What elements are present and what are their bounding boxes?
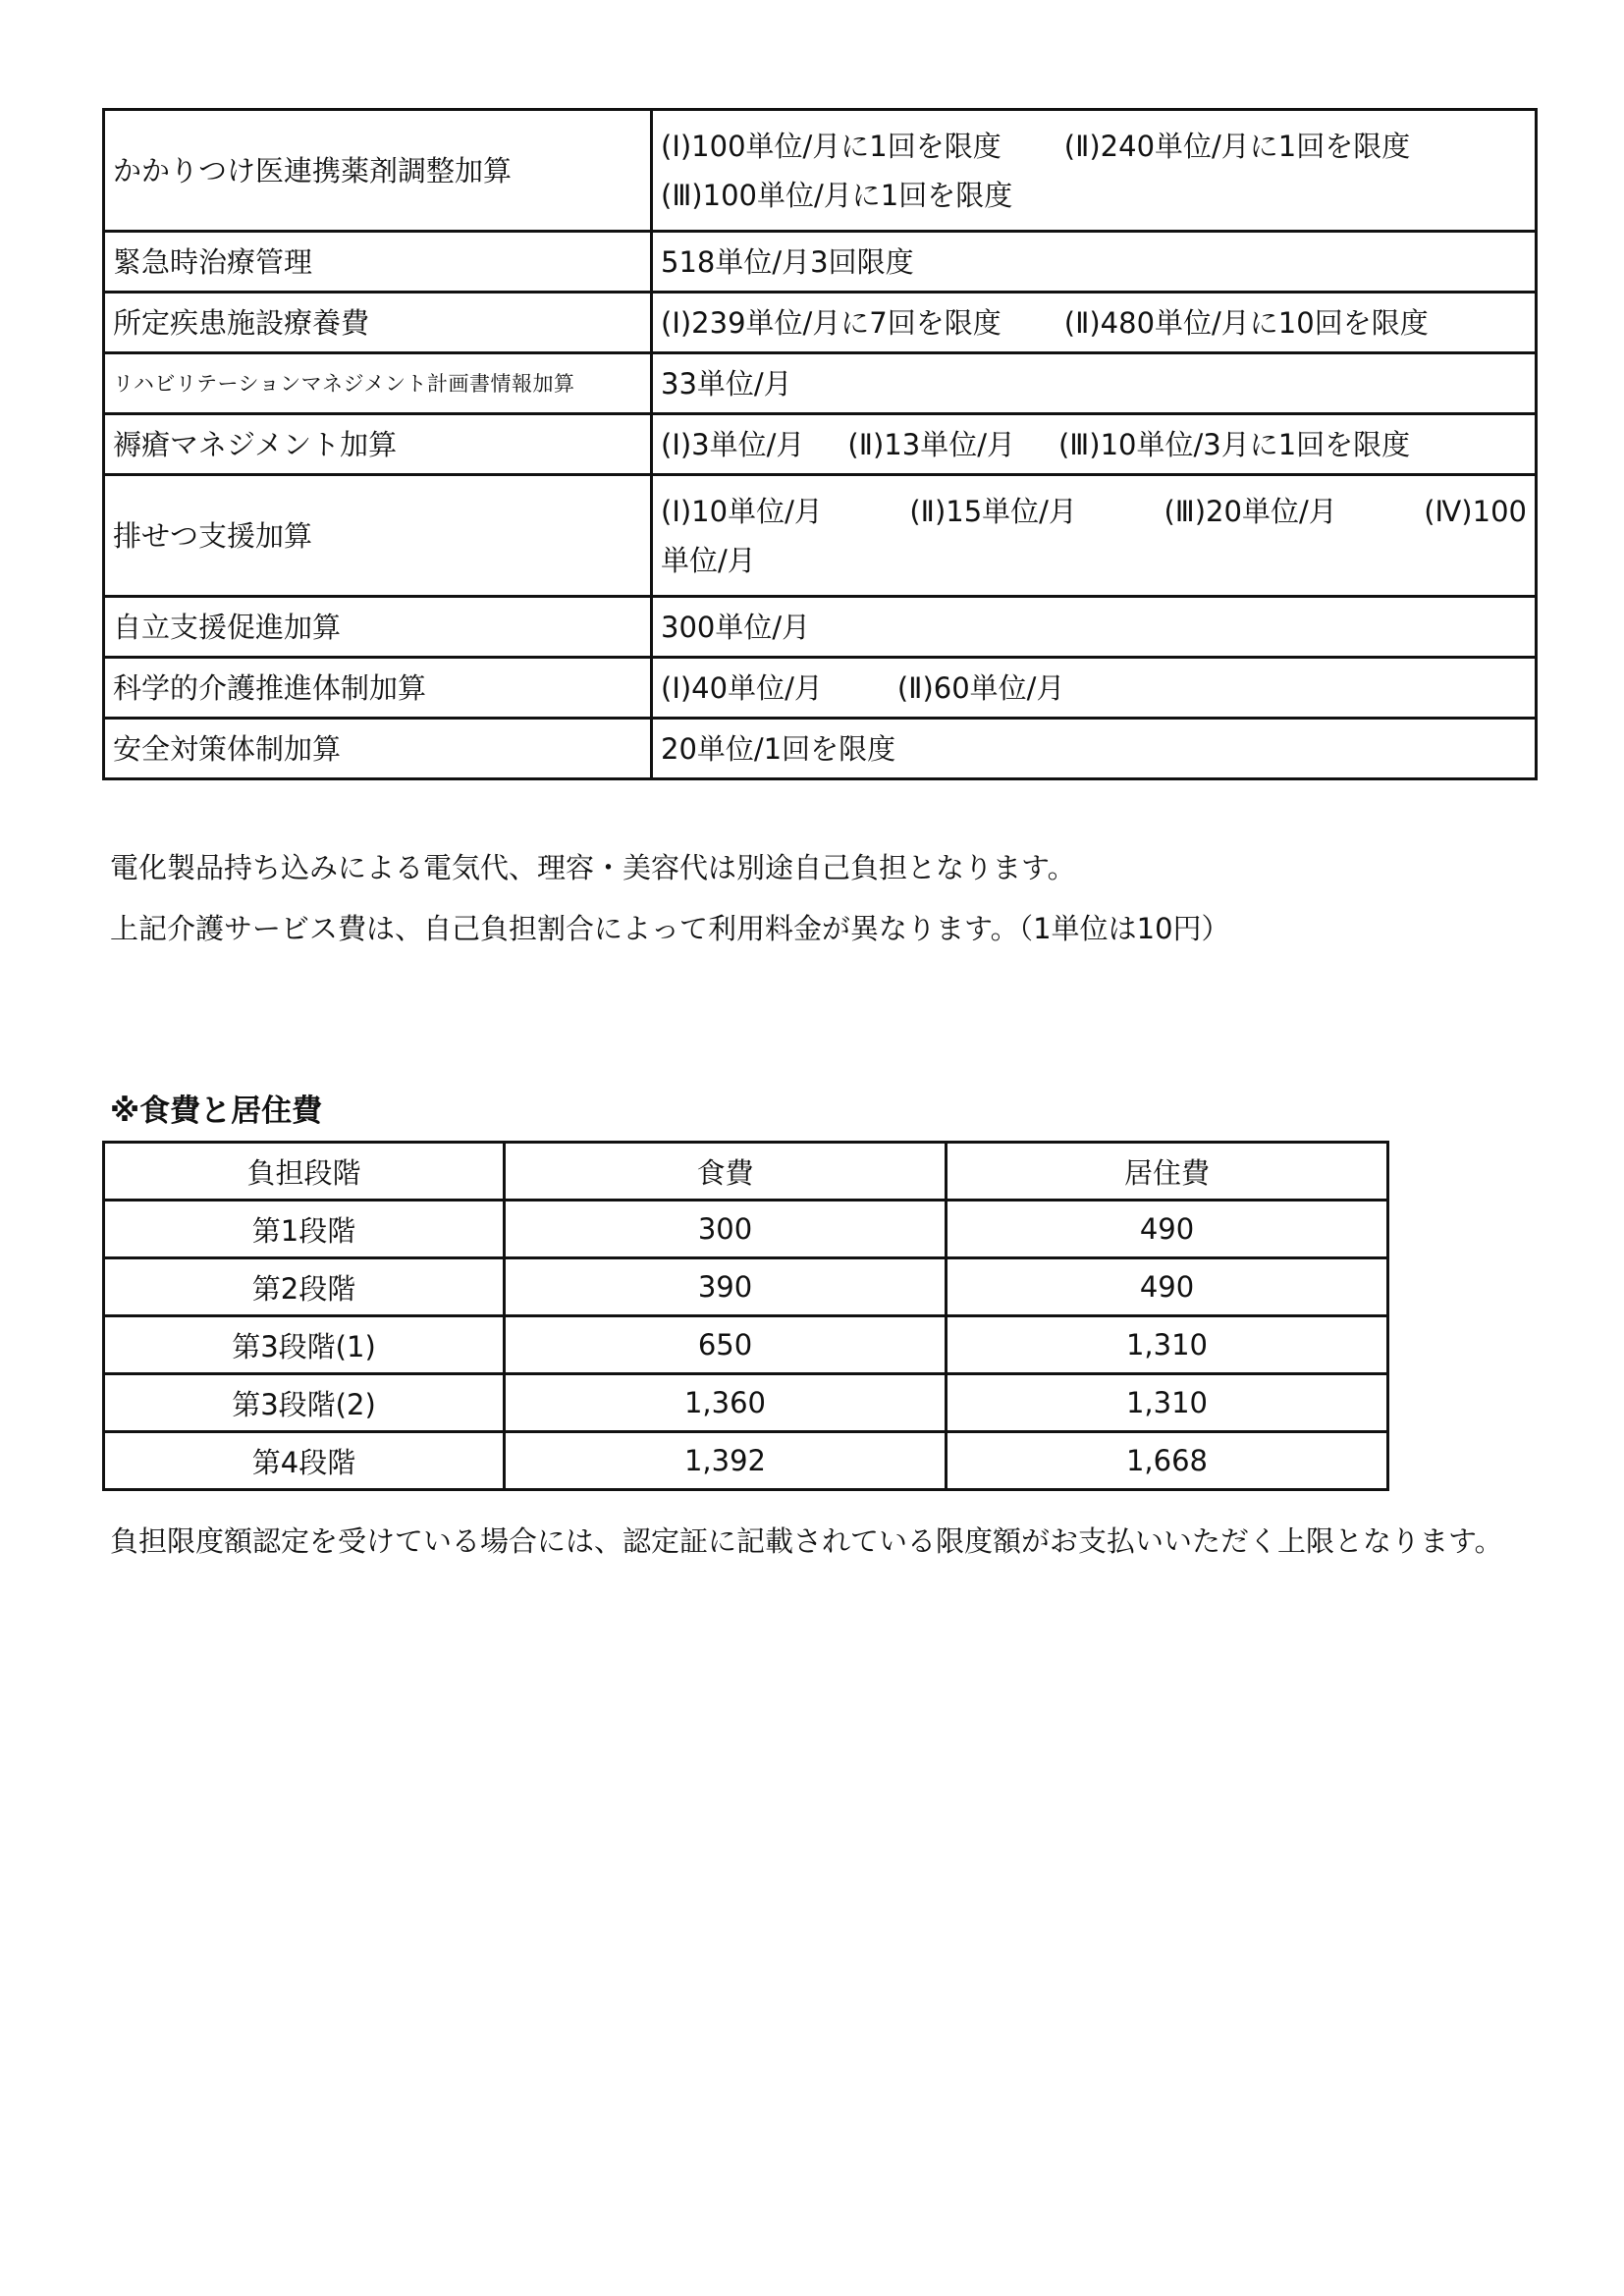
fee-label: 緊急時治療管理 [104, 232, 652, 293]
table-cell: 390 [505, 1258, 947, 1316]
fee-label: かかりつけ医連携薬剤調整加算 [104, 110, 652, 232]
fee-value [652, 475, 1537, 597]
table-row [104, 353, 1537, 414]
fee-label: 自立支援促進加算 [104, 597, 652, 658]
fee-value: 518単位/月3回限度 [652, 232, 1537, 293]
fee-label: 安全対策体制加算 [104, 719, 652, 779]
table-cell: 第3段階(1) [104, 1316, 505, 1374]
fee-part: (Ⅱ)15単位/月 [909, 494, 1077, 528]
column-header: 食費 [505, 1143, 947, 1201]
fee-part: (Ⅱ)60単位/月 [896, 670, 1065, 705]
fee-part: 単位/月 [661, 543, 756, 577]
table-header-row [104, 1143, 1388, 1201]
table-row [104, 597, 1537, 658]
column-header: 居住費 [947, 1143, 1388, 1201]
cost-table [102, 1141, 1389, 1491]
column-header: 負担段階 [104, 1143, 505, 1201]
table-row [104, 475, 1537, 597]
table-cell: 第2段階 [104, 1258, 505, 1316]
fee-part: (Ⅲ)20単位/月 [1164, 494, 1337, 528]
fee-part: (Ⅱ)13単位/月 [847, 427, 1015, 461]
fee-part: (Ⅰ)100単位/月に1回を限度 [661, 129, 1001, 163]
fee-part: (Ⅱ)240単位/月に1回を限度 [1063, 129, 1411, 163]
table-row [104, 658, 1537, 719]
table-row [104, 414, 1537, 475]
table-cell: 第1段階 [104, 1201, 505, 1258]
fee-label: 褥瘡マネジメント加算 [104, 414, 652, 475]
fee-table [102, 108, 1538, 780]
fee-value: 33単位/月 [652, 353, 1537, 414]
table-cell: 第4段階 [104, 1432, 505, 1490]
fee-part: (Ⅳ)100 [1424, 494, 1527, 528]
fee-label: 科学的介護推進体制加算 [104, 658, 652, 719]
fee-part: (Ⅲ)100単位/月に1回を限度 [661, 178, 1013, 212]
fee-label: リハビリテーションマネジメント計画書情報加算 [104, 353, 652, 414]
table-row [104, 293, 1537, 353]
table-row [104, 1374, 1388, 1432]
fee-value [652, 110, 1537, 232]
table-row [104, 110, 1537, 232]
fee-value: 300単位/月 [652, 597, 1537, 658]
table-row [104, 1432, 1388, 1490]
table-row [104, 1316, 1388, 1374]
table-cell: 490 [947, 1258, 1388, 1316]
fee-value [652, 293, 1537, 353]
table-row [104, 1258, 1388, 1316]
fee-value: 20単位/1回を限度 [652, 719, 1537, 779]
fee-part: (Ⅰ)3単位/月 [661, 427, 805, 461]
table-cell: 1,668 [947, 1432, 1388, 1490]
fee-value [652, 658, 1537, 719]
table-cell: 1,392 [505, 1432, 947, 1490]
footnote-paragraph: 負担限度額認定を受けている場合には、認定証に記載されている限度額がお支払いいただく上限となります。 [110, 1524, 1503, 1558]
note-line: 電化製品持ち込みによる電気代、理容・美容代は別途自己負担となります。 [110, 851, 1076, 884]
fee-label: 所定疾患施設療養費 [104, 293, 652, 353]
table-row [104, 232, 1537, 293]
fee-part: (Ⅱ)480単位/月に10回を限度 [1063, 305, 1429, 340]
table-cell: 1,360 [505, 1374, 947, 1432]
table-row [104, 719, 1537, 779]
fee-value [652, 414, 1537, 475]
fee-part: (Ⅰ)239単位/月に7回を限度 [661, 305, 1001, 340]
section-title: ※食費と居住費 [110, 1094, 323, 1129]
table-cell: 第3段階(2) [104, 1374, 505, 1432]
fee-part: (Ⅰ)40単位/月 [661, 670, 823, 705]
fee-label: 排せつ支援加算 [104, 475, 652, 597]
table-cell: 490 [947, 1201, 1388, 1258]
table-cell: 1,310 [947, 1316, 1388, 1374]
fee-part: (Ⅲ)10単位/3月に1回を限度 [1057, 427, 1411, 461]
table-cell: 1,310 [947, 1374, 1388, 1432]
fee-part: (Ⅰ)10単位/月 [661, 494, 823, 528]
table-cell: 300 [505, 1201, 947, 1258]
table-row [104, 1201, 1388, 1258]
note-line: 上記介護サービス費は、自己負担割合によって利用料金が異なります。（1単位は10円） [110, 912, 1230, 945]
table-cell: 650 [505, 1316, 947, 1374]
